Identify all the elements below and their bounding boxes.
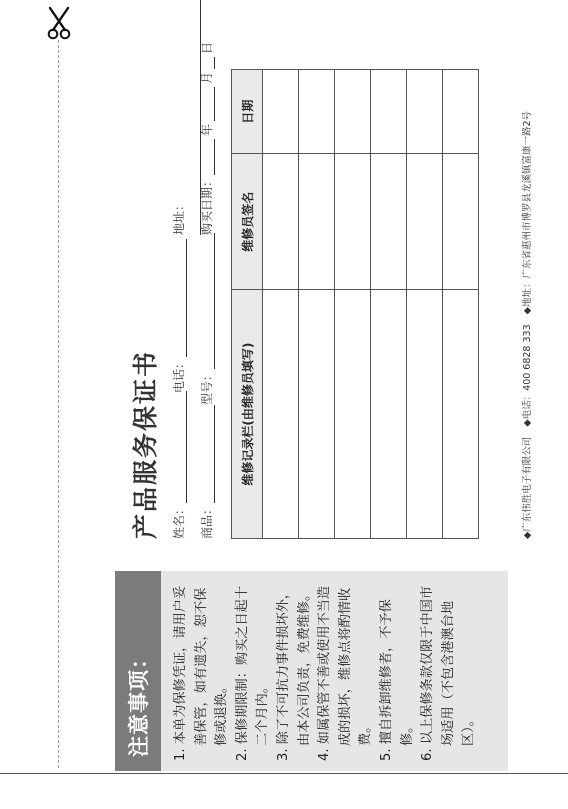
phone-field[interactable] [173, 239, 187, 357]
table-cell[interactable] [263, 70, 299, 154]
note-item: 2. 保修期限制：购买之日起十二个月内。 [234, 585, 271, 761]
purchase-date-row [198, 39, 215, 235]
product-field[interactable] [201, 405, 215, 503]
name-row [170, 391, 187, 539]
name-label: 姓名： [172, 502, 186, 539]
table-cell[interactable] [263, 290, 299, 539]
footer [519, 104, 533, 539]
table-row [443, 70, 479, 539]
column-header: 维修记录栏(由维修员填写) [232, 290, 263, 539]
footer-address: ◆地址：广东省惠州市博罗县龙溪镇富康一路2号 [522, 110, 533, 315]
year-field[interactable] [201, 139, 215, 175]
footer-phone: ◆电话：400 6828 333 [522, 324, 533, 427]
table-cell[interactable] [443, 290, 479, 539]
model-field[interactable] [201, 233, 215, 369]
table-cell[interactable] [299, 154, 335, 290]
table-cell[interactable] [299, 70, 335, 154]
model-row [198, 233, 215, 405]
phone-row [170, 239, 187, 393]
table-cell[interactable] [407, 154, 443, 290]
table-cell[interactable] [407, 290, 443, 539]
product-label: 商品： [200, 502, 214, 539]
day-field[interactable] [201, 57, 215, 69]
note-item: 4. 如属保管不善或使用不当造成的损坏，维修点将酌情收费。 [317, 585, 374, 761]
notes-title: 注意事项： [127, 647, 151, 757]
address-row [170, 0, 201, 235]
column-header: 维修员签名 [232, 154, 263, 290]
note-item: 6. 以上保修条款仅限于中国市场适用（不包含港澳台地区）。 [420, 585, 477, 761]
notes-header [115, 571, 161, 771]
table-cell[interactable] [263, 154, 299, 290]
purchase-date-label: 购买日期： [200, 174, 214, 235]
model-label: 型号： [200, 368, 214, 405]
table-cell[interactable] [335, 70, 371, 154]
table-header-row [232, 70, 263, 539]
note-item: 5. 擅自拆卸维修者，不予保修。 [378, 599, 415, 761]
column-header: 日期 [232, 70, 263, 154]
table-cell[interactable] [443, 154, 479, 290]
table-cell[interactable] [335, 154, 371, 290]
address-label: 地址： [172, 198, 186, 235]
table-cell[interactable] [299, 290, 335, 539]
month-field[interactable] [201, 87, 215, 121]
table-row [263, 70, 299, 539]
notes-list [171, 577, 480, 761]
product-row [198, 405, 215, 539]
day-label: 日 [200, 41, 214, 54]
name-field[interactable] [173, 391, 187, 503]
note-item: 3. 除了不可抗力事件损坏外，由本公司负责，免费维修。 [275, 585, 312, 761]
table-row [407, 70, 443, 539]
footer-company: ◆广东伟胜电子有限公司 [522, 436, 533, 539]
table-cell[interactable] [371, 70, 407, 154]
note-item: 1. 本单为保修凭证，请用户妥善保管，如有遗失，恕不保修或退换。 [173, 585, 230, 761]
month-label: 月 [200, 71, 214, 84]
table-cell[interactable] [335, 290, 371, 539]
repair-record-table [231, 69, 479, 539]
table-cell[interactable] [371, 154, 407, 290]
card-title: 产品服务保证书 [131, 349, 160, 539]
table-cell[interactable] [371, 290, 407, 539]
notes-panel [115, 571, 508, 771]
table-cell[interactable] [407, 70, 443, 154]
table-row [335, 70, 371, 539]
phone-label: 电话： [172, 356, 186, 393]
year-label: 年 [200, 123, 214, 136]
table-row [299, 70, 335, 539]
table-cell[interactable] [443, 70, 479, 154]
table-row [371, 70, 407, 539]
